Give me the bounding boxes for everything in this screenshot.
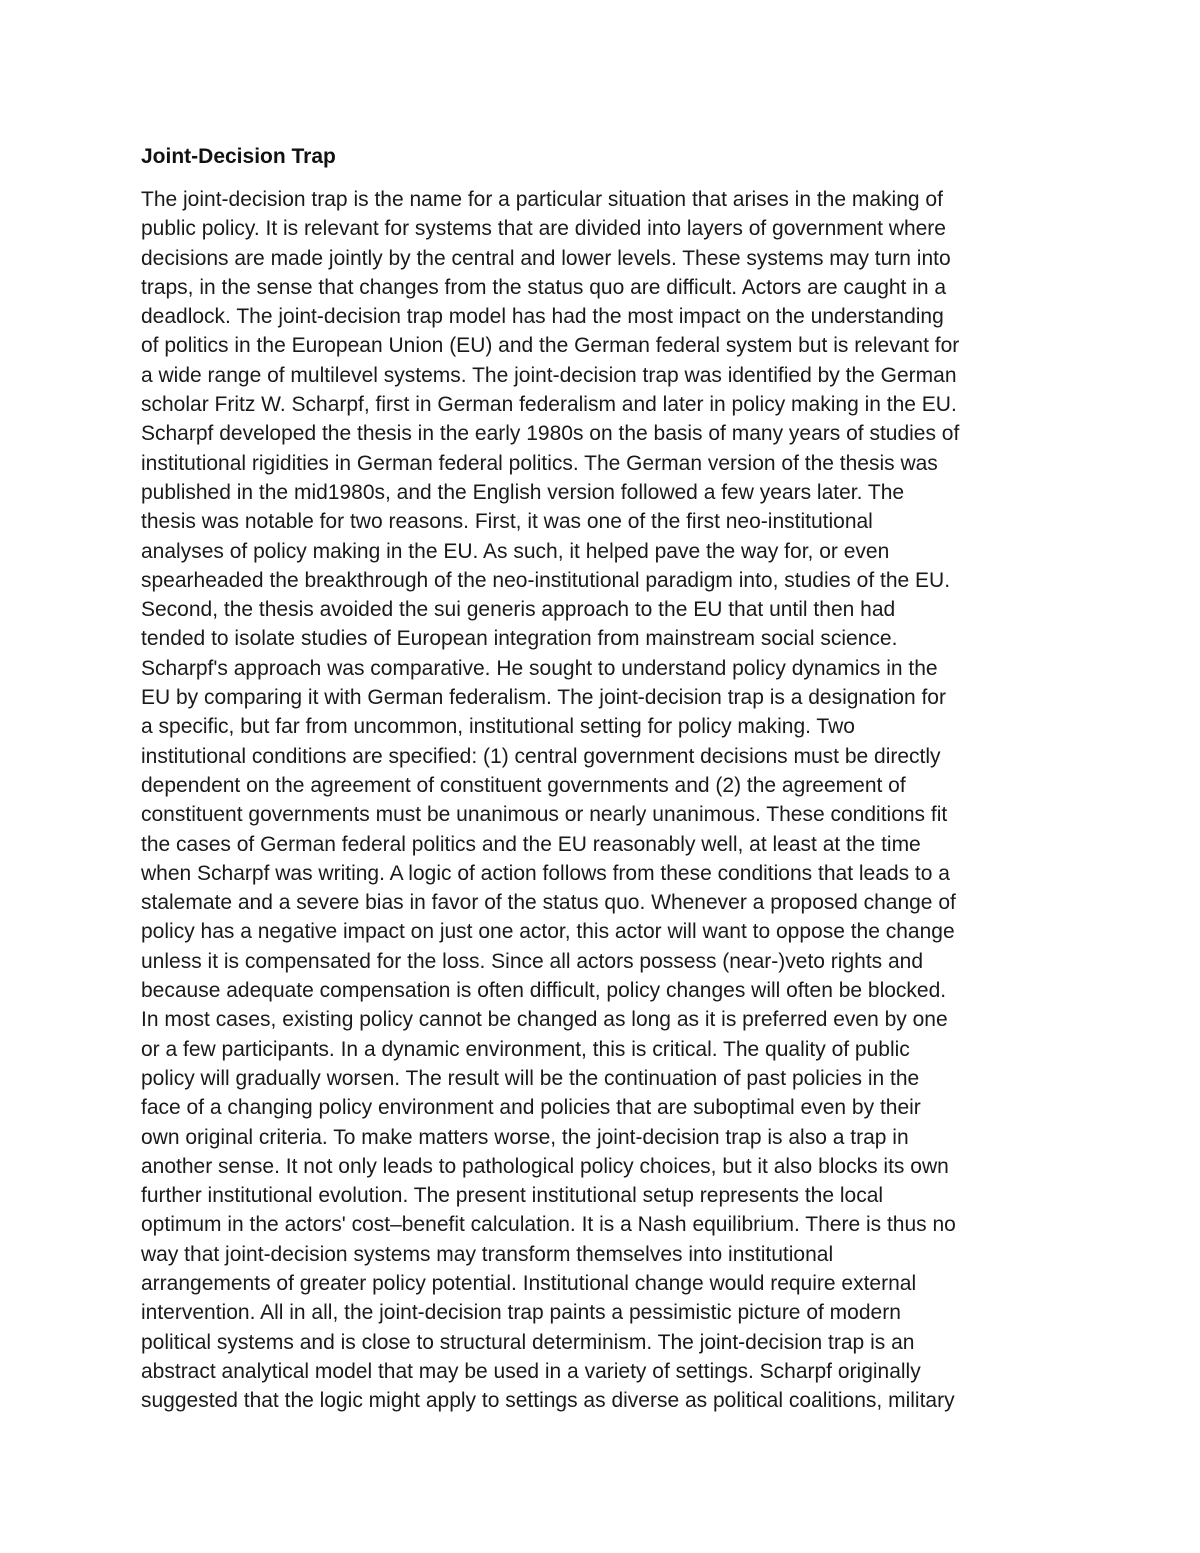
body-line: policy will gradually worsen. The result will be the continuation of past policies in the <box>141 1066 920 1090</box>
body-line: further institutional evolution. The present institutional setup represents the local <box>141 1184 884 1208</box>
body-line: scholar Fritz W. Scharpf, first in German federalism and later in policy making in the EU. <box>141 393 957 417</box>
body-line: traps, in the sense that changes from the status quo are difficult. Actors are caught in a <box>141 275 947 299</box>
body-line: policy has a negative impact on just one actor, this actor will want to oppose the change <box>141 920 955 944</box>
body-line: suggested that the logic might apply to settings as diverse as political coalitions, military <box>141 1389 955 1413</box>
body-line: Scharpf developed the thesis in the early 1980s on the basis of many years of studies of <box>141 422 960 446</box>
body-line: tended to isolate studies of European integration from mainstream social science. <box>141 627 898 651</box>
body-line: because adequate compensation is often difficult, policy changes will often be blocked. <box>141 979 947 1003</box>
document-body <box>141 185 1071 1415</box>
body-line: institutional conditions are specified: (1) central government decisions must be directly <box>141 744 941 768</box>
body-line: intervention. All in all, the joint-decision trap paints a pessimistic picture of modern <box>141 1301 901 1325</box>
body-line: Scharpf's approach was comparative. He sought to understand policy dynamics in the <box>141 656 938 680</box>
body-line: public policy. It is relevant for systems that are divided into layers of government where <box>141 217 946 241</box>
body-line: institutional rigidities in German federal politics. The German version of the thesis was <box>141 451 938 475</box>
body-line: deadlock. The joint-decision trap model has had the most impact on the understanding <box>141 305 944 329</box>
body-line: when Scharpf was writing. A logic of action follows from these conditions that leads to a <box>141 861 950 885</box>
body-line: thesis was notable for two reasons. First, it was one of the first neo-institutional <box>141 510 873 534</box>
body-line: analyses of policy making in the EU. As such, it helped pave the way for, or even <box>141 539 890 563</box>
body-line: constituent governments must be unanimous or nearly unanimous. These conditions fit <box>141 803 948 827</box>
body-line: own original criteria. To make matters worse, the joint-decision trap is also a trap in <box>141 1125 909 1149</box>
body-line: the cases of German federal politics and the EU reasonably well, at least at the time <box>141 832 921 856</box>
body-line: of politics in the European Union (EU) and the German federal system but is relevant for <box>141 334 960 358</box>
body-line: a wide range of multilevel systems. The joint-decision trap was identified by the German <box>141 363 957 387</box>
body-line: way that joint-decision systems may transform themselves into institutional <box>141 1242 834 1266</box>
document-content <box>141 142 1071 1415</box>
body-line: abstract analytical model that may be used in a variety of settings. Scharpf originally <box>141 1359 921 1383</box>
body-line: or a few participants. In a dynamic environment, this is critical. The quality of public <box>141 1037 910 1061</box>
body-line: EU by comparing it with German federalism. The joint-decision trap is a designation for <box>141 686 946 710</box>
body-line: dependent on the agreement of constituent governments and (2) the agreement of <box>141 773 906 797</box>
document-title: Joint-Decision Trap <box>141 145 336 168</box>
body-line: arrangements of greater policy potential. Institutional change would require external <box>141 1271 917 1295</box>
body-line: spearheaded the breakthrough of the neo-institutional paradigm into, studies of the EU. <box>141 568 951 592</box>
body-line: face of a changing policy environment and policies that are suboptimal even by their <box>141 1096 921 1120</box>
body-line: another sense. It not only leads to pathological policy choices, but it also blocks its own <box>141 1154 949 1178</box>
body-line: The joint-decision trap is the name for a particular situation that arises in the making of <box>141 188 943 211</box>
body-line: unless it is compensated for the loss. Since all actors possess (near-)veto rights and <box>141 949 924 973</box>
body-line: Second, the thesis avoided the sui generis approach to the EU that until then had <box>141 598 896 622</box>
body-line: political systems and is close to structural determinism. The joint-decision trap is an <box>141 1330 915 1354</box>
body-line: a specific, but far from uncommon, institutional setting for policy making. Two <box>141 715 855 739</box>
body-line: In most cases, existing policy cannot be changed as long as it is preferred even by one <box>141 1008 948 1032</box>
body-line: stalemate and a severe bias in favor of the status quo. Whenever a proposed change of <box>141 891 956 915</box>
body-line: decisions are made jointly by the central and lower levels. These systems may turn into <box>141 246 951 270</box>
body-line: published in the mid1980s, and the English version followed a few years later. The <box>141 480 905 504</box>
body-line: optimum in the actors' cost–benefit calculation. It is a Nash equilibrium. There is thus no <box>141 1213 956 1237</box>
